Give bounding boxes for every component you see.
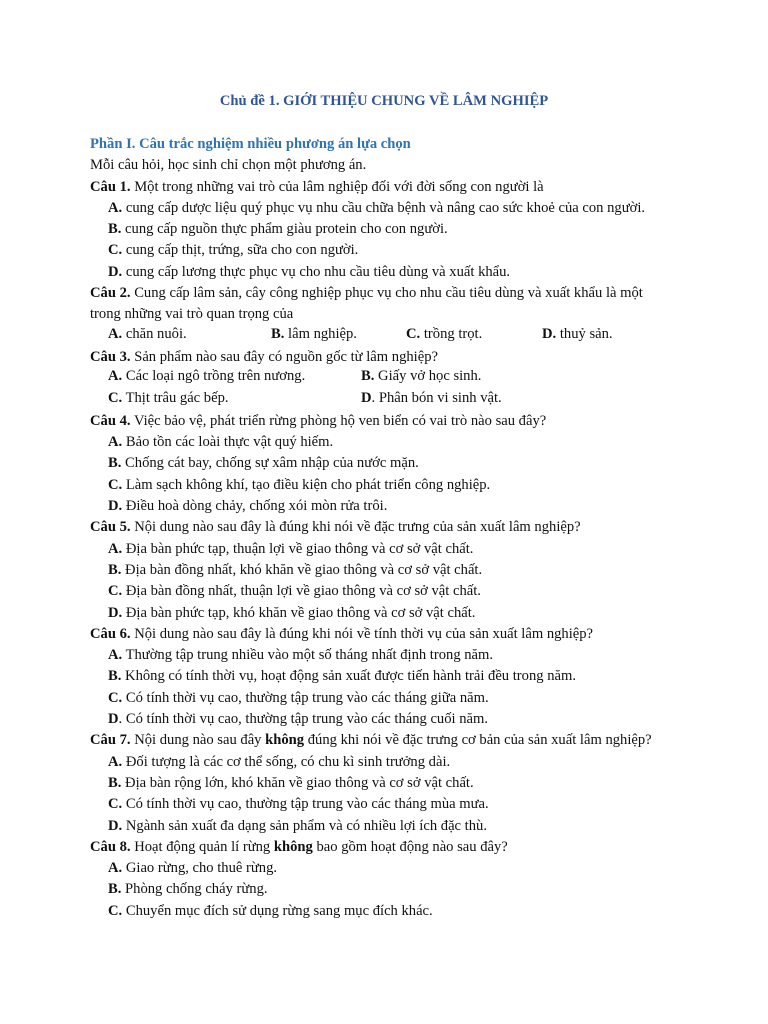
option-d: D. Địa bàn phức tạp, khó khăn về giao thông và cơ sở vật chất.	[108, 604, 476, 621]
question-8: Câu 8. Hoạt động quản lí rừng không bao gồm hoạt động nào sau đây?	[90, 838, 508, 855]
option-b: B. lâm nghiệp.	[271, 325, 357, 342]
question-text: Việc bảo vệ, phát triển rừng phòng hộ ven biển có vai trò nào sau đây?	[133, 412, 547, 429]
option-d: D. Phân bón vi sinh vật.	[361, 389, 502, 406]
section-title: Phần I. Câu trắc nghiệm nhiều phương án lựa chọn	[90, 136, 411, 152]
option-d: D. Điều hoà dòng chảy, chống xói mòn rửa trôi.	[108, 498, 388, 515]
question-number: Câu 5.	[90, 519, 131, 536]
question-7: Câu 7. Nội dung nào sau đây không đúng khi nói về đặc trưng cơ bản của sản xuất lâm nghiệp?	[90, 732, 652, 749]
document-content	[90, 134, 690, 922]
question-4	[90, 411, 690, 432]
question-text-continued: trong những vai trò quan trọng của	[90, 306, 294, 323]
options-row	[90, 326, 690, 347]
option-b: B. Địa bàn đồng nhất, khó khăn về giao thông và cơ sở vật chất.	[108, 561, 483, 578]
question-6	[90, 624, 690, 645]
question-number: Câu 2.	[90, 285, 131, 302]
question-text: Một trong những vai trò của lâm nghiệp đối với đời sống con người là	[134, 178, 544, 195]
option-b: B. Không có tính thời vụ, hoạt động sản xuất được tiến hành trải đều trong năm.	[108, 668, 576, 685]
option-d: D. cung cấp lương thực phục vụ cho nhu cầu tiêu dùng và xuất khẩu.	[108, 263, 511, 280]
question-text: Sản phẩm nào sau đây có nguồn gốc từ lâm nghiệp?	[134, 348, 438, 365]
option-c: C. Thịt trâu gác bếp.	[108, 389, 229, 406]
option-c: C. cung cấp thịt, trứng, sữa cho con người.	[108, 242, 359, 259]
option-c: C. trồng trọt.	[406, 325, 483, 342]
option-c: C. Chuyển mục đích sử dụng rừng sang mục đích khác.	[108, 902, 433, 919]
option-d: D. thuỷ sản.	[542, 325, 613, 342]
option-a: A. Giao rừng, cho thuê rừng.	[108, 860, 278, 877]
option-c: C. Có tính thời vụ cao, thường tập trung vào các tháng mùa mưa.	[108, 796, 489, 813]
question-number: Câu 6.	[90, 625, 131, 642]
question-number: Câu 8.	[90, 838, 131, 855]
option-b: B. Chống cát bay, chống sự xâm nhập của nước mặn.	[108, 455, 419, 472]
question-text: Nội dung nào sau đây là đúng khi nói về đặc trưng của sản xuất lâm nghiệp?	[134, 519, 581, 536]
option-d: D. Ngành sản xuất đa dạng sản phẩm và có nhiều lợi ích đặc thù.	[108, 817, 487, 834]
option-b: B. Phòng chống cháy rừng.	[108, 881, 268, 898]
option-a: A. Các loại ngô trồng trên nương.	[108, 368, 306, 385]
question-number: Câu 4.	[90, 412, 131, 429]
option-b: B. Giấy vở học sinh.	[361, 368, 482, 385]
options-row	[90, 390, 690, 411]
emphasis-text: không	[273, 838, 313, 855]
option-c: C. Làm sạch không khí, tạo điều kiện cho phát triển công nghiệp.	[108, 476, 491, 493]
option-c: C. Địa bàn đồng nhất, thuận lợi về giao thông và cơ sở vật chất.	[108, 583, 481, 600]
option-a: A. Bảo tồn các loài thực vật quý hiếm.	[108, 434, 334, 451]
options-row	[90, 368, 690, 389]
option-a: A. Thường tập trung nhiều vào một số tháng nhất định trong năm.	[108, 647, 494, 664]
document-title: Chủ đề 1. GIỚI THIỆU CHUNG VỀ LÂM NGHIỆP	[219, 93, 549, 109]
question-2	[90, 283, 690, 304]
section-instruction: Mỗi câu hỏi, học sinh chỉ chọn một phương án.	[90, 157, 367, 174]
question-number: Câu 1.	[90, 178, 131, 195]
question-number: Câu 3.	[90, 348, 131, 365]
option-b: B. Địa bàn rộng lớn, khó khăn về giao thông và cơ sở vật chất.	[108, 774, 474, 791]
question-1	[90, 177, 690, 198]
option-c: C. Có tính thời vụ cao, thường tập trung vào các tháng giữa năm.	[108, 689, 489, 706]
option-a: A. cung cấp dược liệu quý phục vụ nhu cầu chữa bệnh và nâng cao sức khoẻ của con người.	[108, 199, 646, 216]
question-text: Cung cấp lâm sản, cây công nghiệp phục vụ cho nhu cầu tiêu dùng và xuất khẩu là một	[134, 285, 643, 302]
emphasis-text: không	[265, 732, 305, 749]
option-d: D. Có tính thời vụ cao, thường tập trung vào các tháng cuối năm.	[108, 711, 489, 728]
question-5	[90, 517, 690, 538]
option-a: A. Đối tượng là các cơ thể sống, có chu kì sinh trưởng dài.	[108, 753, 451, 770]
option-a: A. chăn nuôi.	[108, 325, 187, 342]
option-b: B. cung cấp nguồn thực phẩm giàu protein cho con người.	[108, 221, 448, 238]
question-text: Nội dung nào sau đây là đúng khi nói về tính thời vụ của sản xuất lâm nghiệp?	[134, 625, 594, 642]
option-a: A. Địa bàn phức tạp, thuận lợi về giao thông và cơ sở vật chất.	[108, 540, 474, 557]
question-3	[90, 347, 690, 368]
question-number: Câu 7.	[90, 732, 131, 749]
